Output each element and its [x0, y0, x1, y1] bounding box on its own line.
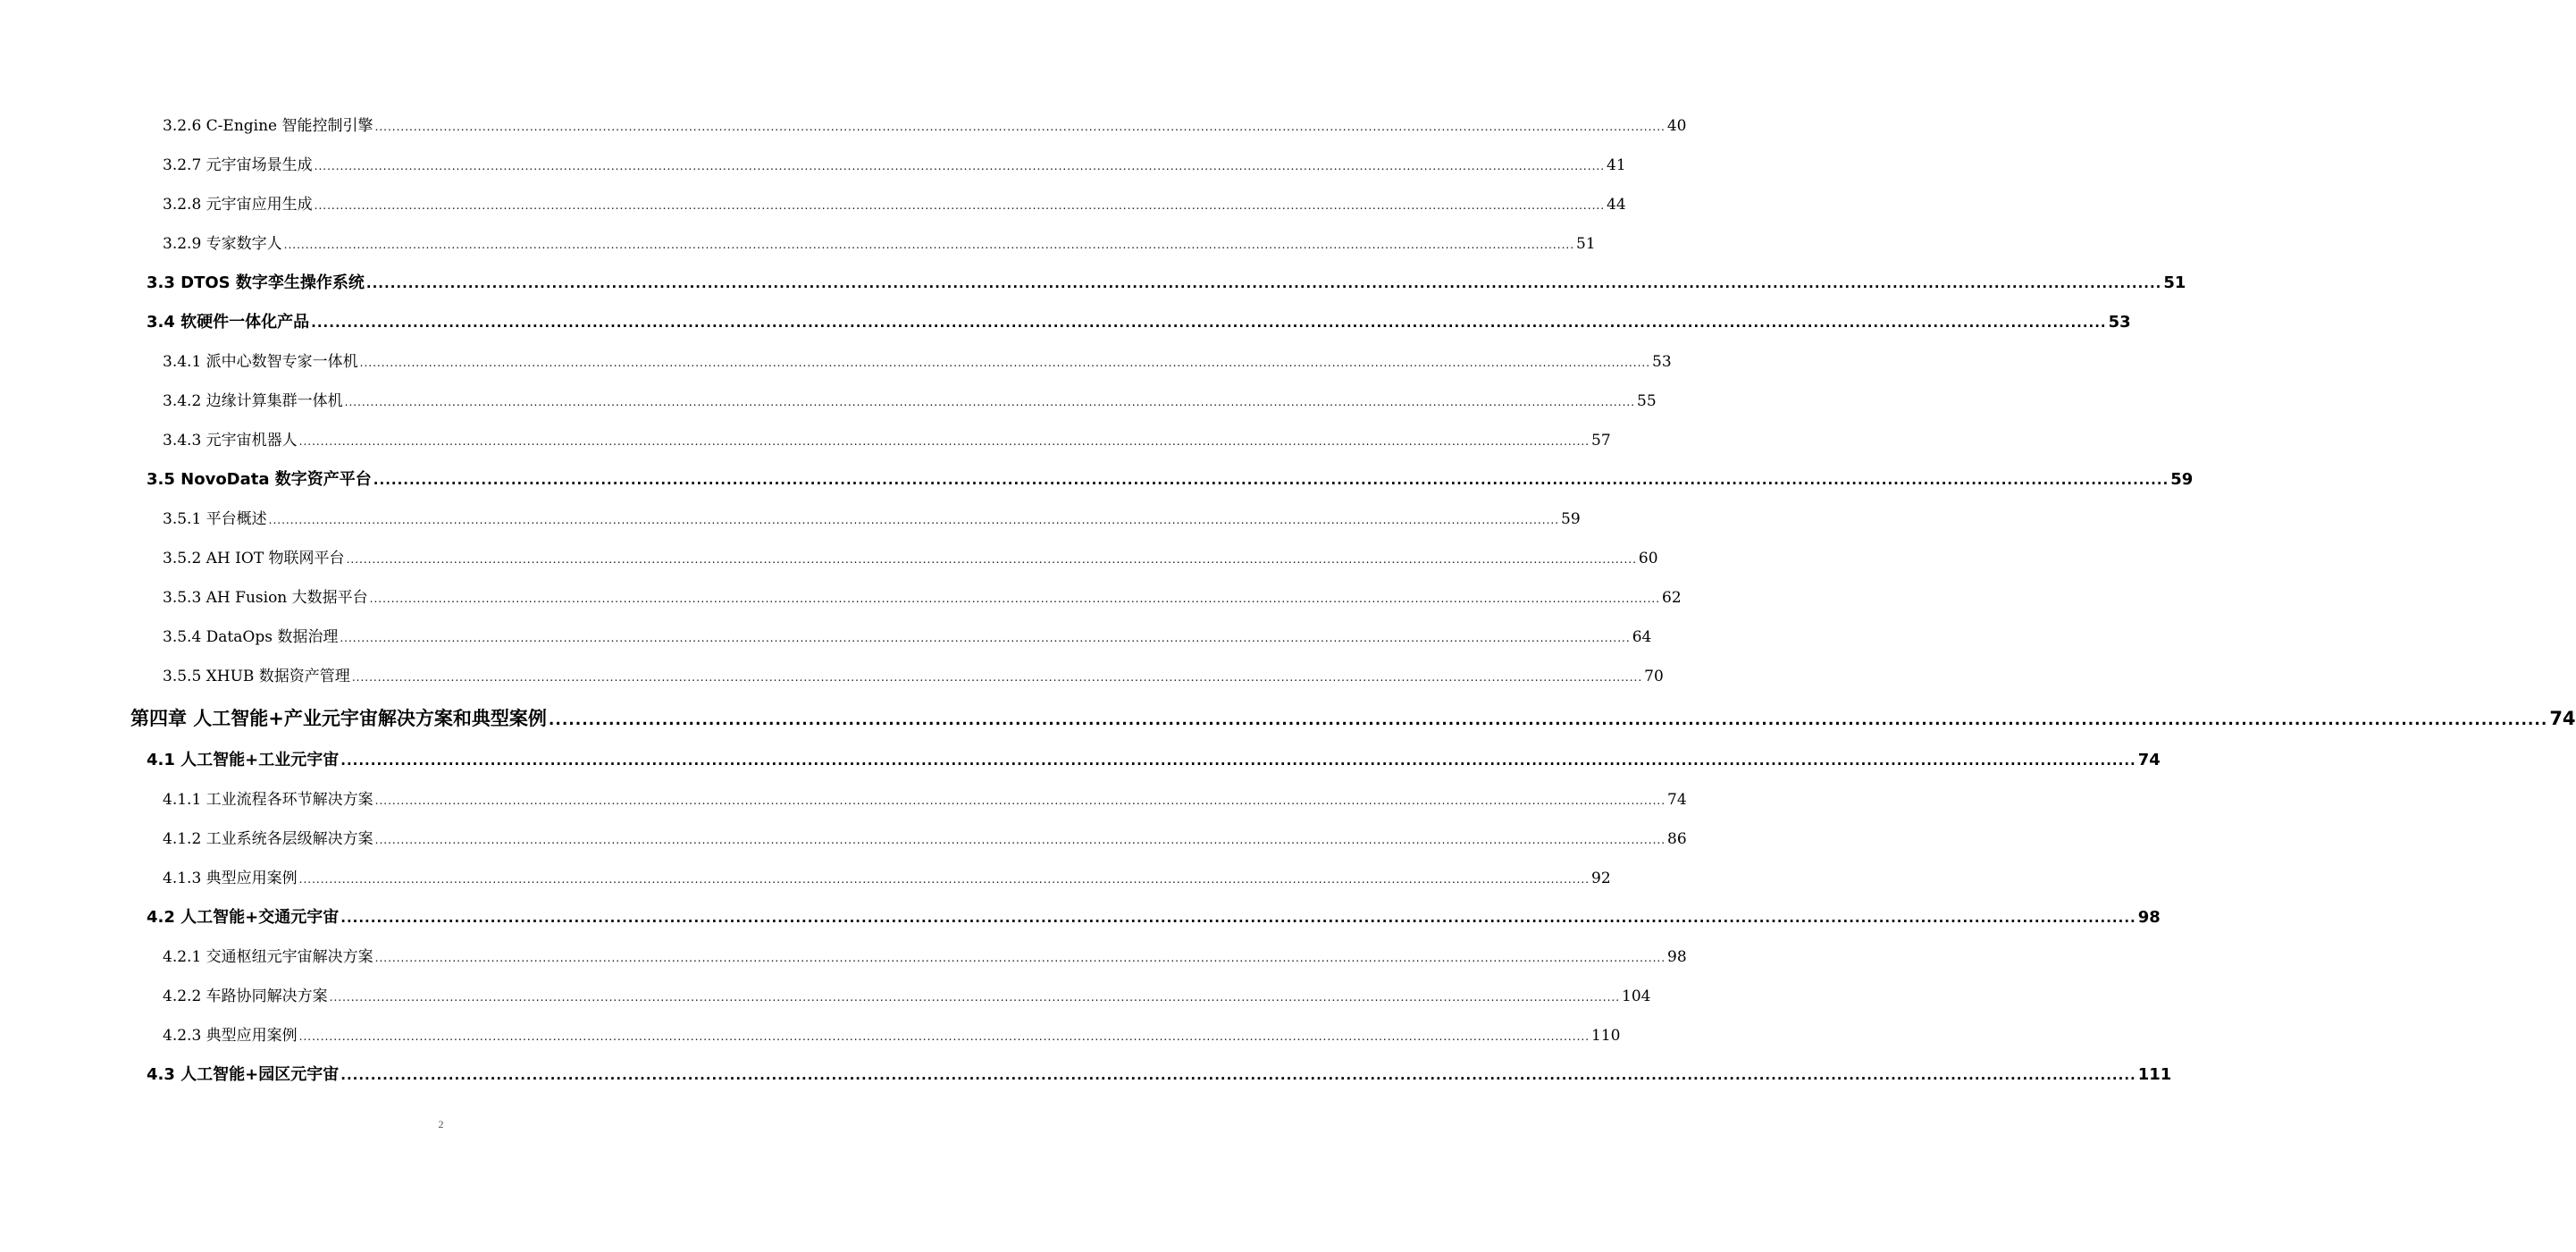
toc-entry[interactable] — [163, 427, 1611, 450]
toc-entry-page: 74 — [1667, 791, 1687, 809]
toc-entry-page: 62 — [1662, 589, 1682, 607]
toc-entry[interactable] — [163, 663, 1664, 685]
toc-entry-page: 98 — [2137, 908, 2161, 927]
toc-entry-title: 3.5.5 XHUB 数据资产管理 — [163, 668, 350, 685]
toc-entry[interactable] — [147, 270, 2186, 293]
toc-entry[interactable] — [163, 865, 1611, 887]
toc-entry-title: 4.1 人工智能+工业元宇宙 — [147, 751, 340, 769]
dot-leader: ............................................................................................................................................................................................................................................................................................................ — [374, 121, 1666, 133]
toc-entry-title: 3.5.1 平台概述 — [163, 510, 267, 528]
dot-leader: ............................................................................................................................................................................................................................................................................................................ — [359, 357, 1651, 369]
dot-leader: ............................................................................................................................................................................................................................................................................................................ — [314, 160, 1606, 172]
toc-entry[interactable] — [163, 944, 1687, 966]
dot-leader: ............................................................................................................................................................................................................................................................................................................ — [311, 315, 2107, 331]
toc-entry[interactable] — [163, 624, 1652, 646]
dot-leader: ............................................................................................................................................................................................................................................................................................................ — [329, 991, 1621, 1004]
dot-leader: ............................................................................................................................................................................................................................................................................................................ — [340, 1067, 2136, 1083]
toc-entry-title: 4.2.3 典型应用案例 — [163, 1027, 298, 1045]
toc-entry-page: 74 — [2549, 708, 2576, 729]
toc-entry-page: 55 — [1637, 392, 1657, 410]
dot-leader: ............................................................................................................................................................................................................................................................................................................ — [268, 514, 1560, 526]
toc-entry-page: 86 — [1667, 830, 1687, 848]
toc-entry-page: 44 — [1607, 196, 1626, 214]
toc-entry-page: 110 — [1591, 1027, 1621, 1045]
toc-entry-page: 98 — [1667, 948, 1687, 966]
toc-entry[interactable] — [163, 349, 1672, 371]
dot-leader: ............................................................................................................................................................................................................................................................................................................ — [351, 671, 1643, 684]
toc-entry[interactable] — [147, 1062, 2172, 1085]
toc-entry-title: 3.2.7 元宇宙场景生成 — [163, 156, 313, 174]
toc-entry[interactable] — [163, 152, 1626, 174]
dot-leader: ............................................................................................................................................................................................................................................................................................................ — [365, 275, 2162, 291]
toc-entry-title: 3.4.1 派中心数智专家一体机 — [163, 353, 358, 371]
dot-leader: ............................................................................................................................................................................................................................................................................................................ — [548, 711, 2548, 729]
toc-entry-title: 3.3 DTOS 数字孪生操作系统 — [147, 273, 365, 292]
dot-leader: ............................................................................................................................................................................................................................................................................................................ — [340, 910, 2136, 926]
toc-entry-page: 40 — [1666, 117, 1687, 135]
toc-entry-page: 104 — [1622, 987, 1651, 1005]
toc-entry-page: 53 — [2108, 313, 2131, 332]
toc-entry[interactable] — [163, 231, 1596, 253]
toc-entry[interactable] — [147, 904, 2161, 928]
dot-leader: ............................................................................................................................................................................................................................................................................................................ — [346, 553, 1637, 566]
toc-entry[interactable] — [147, 466, 2194, 490]
dot-leader: ............................................................................................................................................................................................................................................................................................................ — [314, 199, 1606, 212]
toc-entry-title: 第四章 人工智能+产业元宇宙解决方案和典型案例 — [130, 708, 547, 729]
toc-entry[interactable] — [163, 1022, 1621, 1045]
dot-leader: ............................................................................................................................................................................................................................................................................................................ — [373, 472, 2169, 488]
toc-entry[interactable] — [130, 704, 2576, 731]
toc-entry[interactable] — [163, 826, 1687, 848]
toc-entry-title: 4.2.2 车路协同解决方案 — [163, 987, 328, 1005]
page-number: 2 — [438, 1118, 444, 1130]
toc-entry[interactable] — [147, 747, 2161, 770]
dot-leader: ............................................................................................................................................................................................................................................................................................................ — [298, 435, 1590, 448]
toc-entry-title: 3.2.6 C-Engine 智能控制引擎 — [163, 117, 373, 135]
toc-entry-title: 4.1.2 工业系统各层级解决方案 — [163, 830, 373, 848]
toc-entry-title: 3.5 NovoData 数字资产平台 — [147, 470, 372, 489]
toc-entry[interactable] — [147, 309, 2131, 332]
toc-entry-page: 53 — [1652, 353, 1672, 371]
dot-leader: ............................................................................................................................................................................................................................................................................................................ — [374, 834, 1666, 846]
toc-entry-page: 92 — [1591, 870, 1611, 887]
dot-leader: ............................................................................................................................................................................................................................................................................................................ — [344, 396, 1636, 408]
toc-entry[interactable] — [163, 983, 1651, 1005]
toc-entry-title: 3.2.8 元宇宙应用生成 — [163, 196, 313, 214]
toc-entry-title: 3.5.4 DataOps 数据治理 — [163, 628, 339, 646]
dot-leader: ............................................................................................................................................................................................................................................................................................................ — [340, 632, 1631, 644]
toc-entry-page: 57 — [1591, 432, 1611, 450]
toc-entry-title: 3.4 软硬件一体化产品 — [147, 313, 310, 332]
toc-entry-page: 51 — [2163, 273, 2186, 292]
toc-entry-page: 59 — [1561, 510, 1581, 528]
toc-entry-page: 59 — [2170, 470, 2194, 489]
toc-entry[interactable] — [163, 584, 1682, 607]
toc-entry[interactable] — [163, 786, 1687, 809]
toc-entry-page: 111 — [2137, 1065, 2172, 1084]
toc-entry[interactable] — [163, 545, 1658, 567]
toc-entry[interactable] — [163, 388, 1657, 410]
toc-entry-title: 3.2.9 专家数字人 — [163, 235, 282, 253]
toc-entry-page: 74 — [2137, 751, 2161, 769]
dot-leader: ............................................................................................................................................................................................................................................................................................................ — [340, 752, 2136, 769]
toc-entry[interactable] — [163, 506, 1581, 528]
dot-leader: ............................................................................................................................................................................................................................................................................................................ — [298, 1030, 1590, 1043]
dot-leader: ............................................................................................................................................................................................................................................................................................................ — [298, 873, 1590, 886]
toc-entry-page: 60 — [1638, 550, 1658, 567]
toc-entry-page: 41 — [1607, 156, 1626, 174]
toc-entry-title: 3.4.3 元宇宙机器人 — [163, 432, 298, 450]
toc-entry[interactable] — [163, 191, 1626, 214]
toc-entry-page: 64 — [1632, 628, 1652, 646]
dot-leader: ............................................................................................................................................................................................................................................................................................................ — [374, 952, 1666, 964]
dot-leader: ............................................................................................................................................................................................................................................................................................................ — [369, 592, 1661, 605]
toc-entry[interactable] — [163, 113, 1687, 135]
toc-entry-title: 3.4.2 边缘计算集群一体机 — [163, 392, 343, 410]
toc-entry-title: 4.3 人工智能+园区元宇宙 — [147, 1065, 340, 1084]
toc-entry-title: 4.2 人工智能+交通元宇宙 — [147, 908, 340, 927]
toc-entry-title: 4.1.1 工业流程各环节解决方案 — [163, 791, 373, 809]
toc-entry-title: 4.2.1 交通枢纽元宇宙解决方案 — [163, 948, 373, 966]
toc-entry-page: 51 — [1576, 235, 1596, 253]
toc-entry-page: 70 — [1644, 668, 1664, 685]
toc-entry-title: 3.5.3 AH Fusion 大数据平台 — [163, 589, 368, 607]
dot-leader: ............................................................................................................................................................................................................................................................................................................ — [283, 239, 1575, 251]
toc-entry-title: 4.1.3 典型应用案例 — [163, 870, 298, 887]
dot-leader: ............................................................................................................................................................................................................................................................................................................ — [374, 794, 1666, 807]
toc-entry-title: 3.5.2 AH IOT 物联网平台 — [163, 550, 345, 567]
